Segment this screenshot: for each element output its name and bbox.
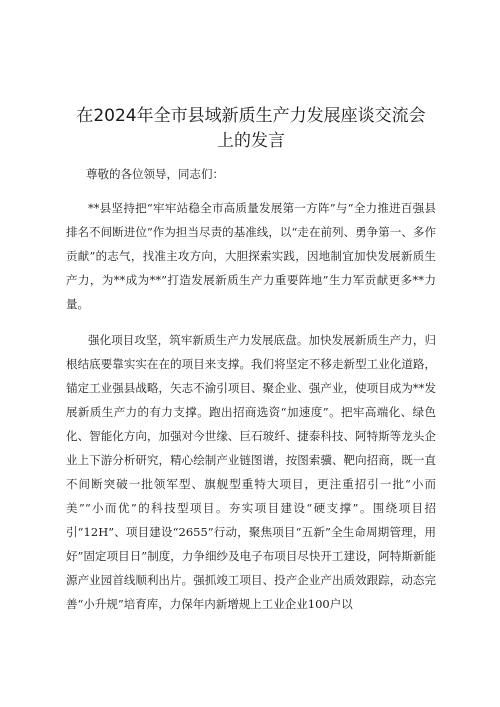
greeting: 尊敬的各位领导，同志们： bbox=[86, 167, 224, 181]
title-line-2: 上的发言 bbox=[217, 131, 285, 151]
document-title bbox=[66, 0, 436, 154]
title-line-1: 在2024年全市县域新质生产力发展座谈交流会 bbox=[76, 106, 426, 126]
paragraph-1: **县坚持把“牢牢站稳全市高质量发展第一方阵”与“全力推进百强县排名不间断进位”作为担当尽责的基准线，以“走在前列、勇争第一、多作贡献”的志气，找准主攻方向，大胆探索实践，因地制宜加快发展新质生产力，为**成为**”打造发展新质生产力重要阵地”生力军贡献更多**力量。 bbox=[66, 201, 436, 311]
paragraph-2: 强化项目攻坚，筑牢新质生产力发展底盘。加快发展新质生产力，归根结底要靠实实在在的项目来支撑。我们将坚定不移走新型工业化道路，锚定工业强县战略，矢志不渝引项目、聚企业、强产业，使项目成为**发展新质生产力的有力支撑。跑出招商选资“加速度”。把牢高端化、绿色化、智能化方向，加强对今世缘、巨石玻纤、捷泰科技、阿特斯等龙头企业上下游分析研究，精心绘制产业链图谱，按图索骥、靶向招商，既一直不间断突破一批领军型、旗舰型重特大项目，更注重招引一批“小而美”“小而优”的科技型项目。夯实项目建设“硬支撑”。围绕项目招引“12H”、项目建设“2655”行动，聚焦项目“五新”全生命周期管理，用好”固定项目日”制度，力争细纱及电子布项目尽快开工建设，阿特斯新能源产业园首线顺利出片。强抓竣工项目、投产企业产出质效跟踪，动态完善“小升规”培育库，力保年内新增规上工业企业100户以 bbox=[66, 333, 436, 611]
